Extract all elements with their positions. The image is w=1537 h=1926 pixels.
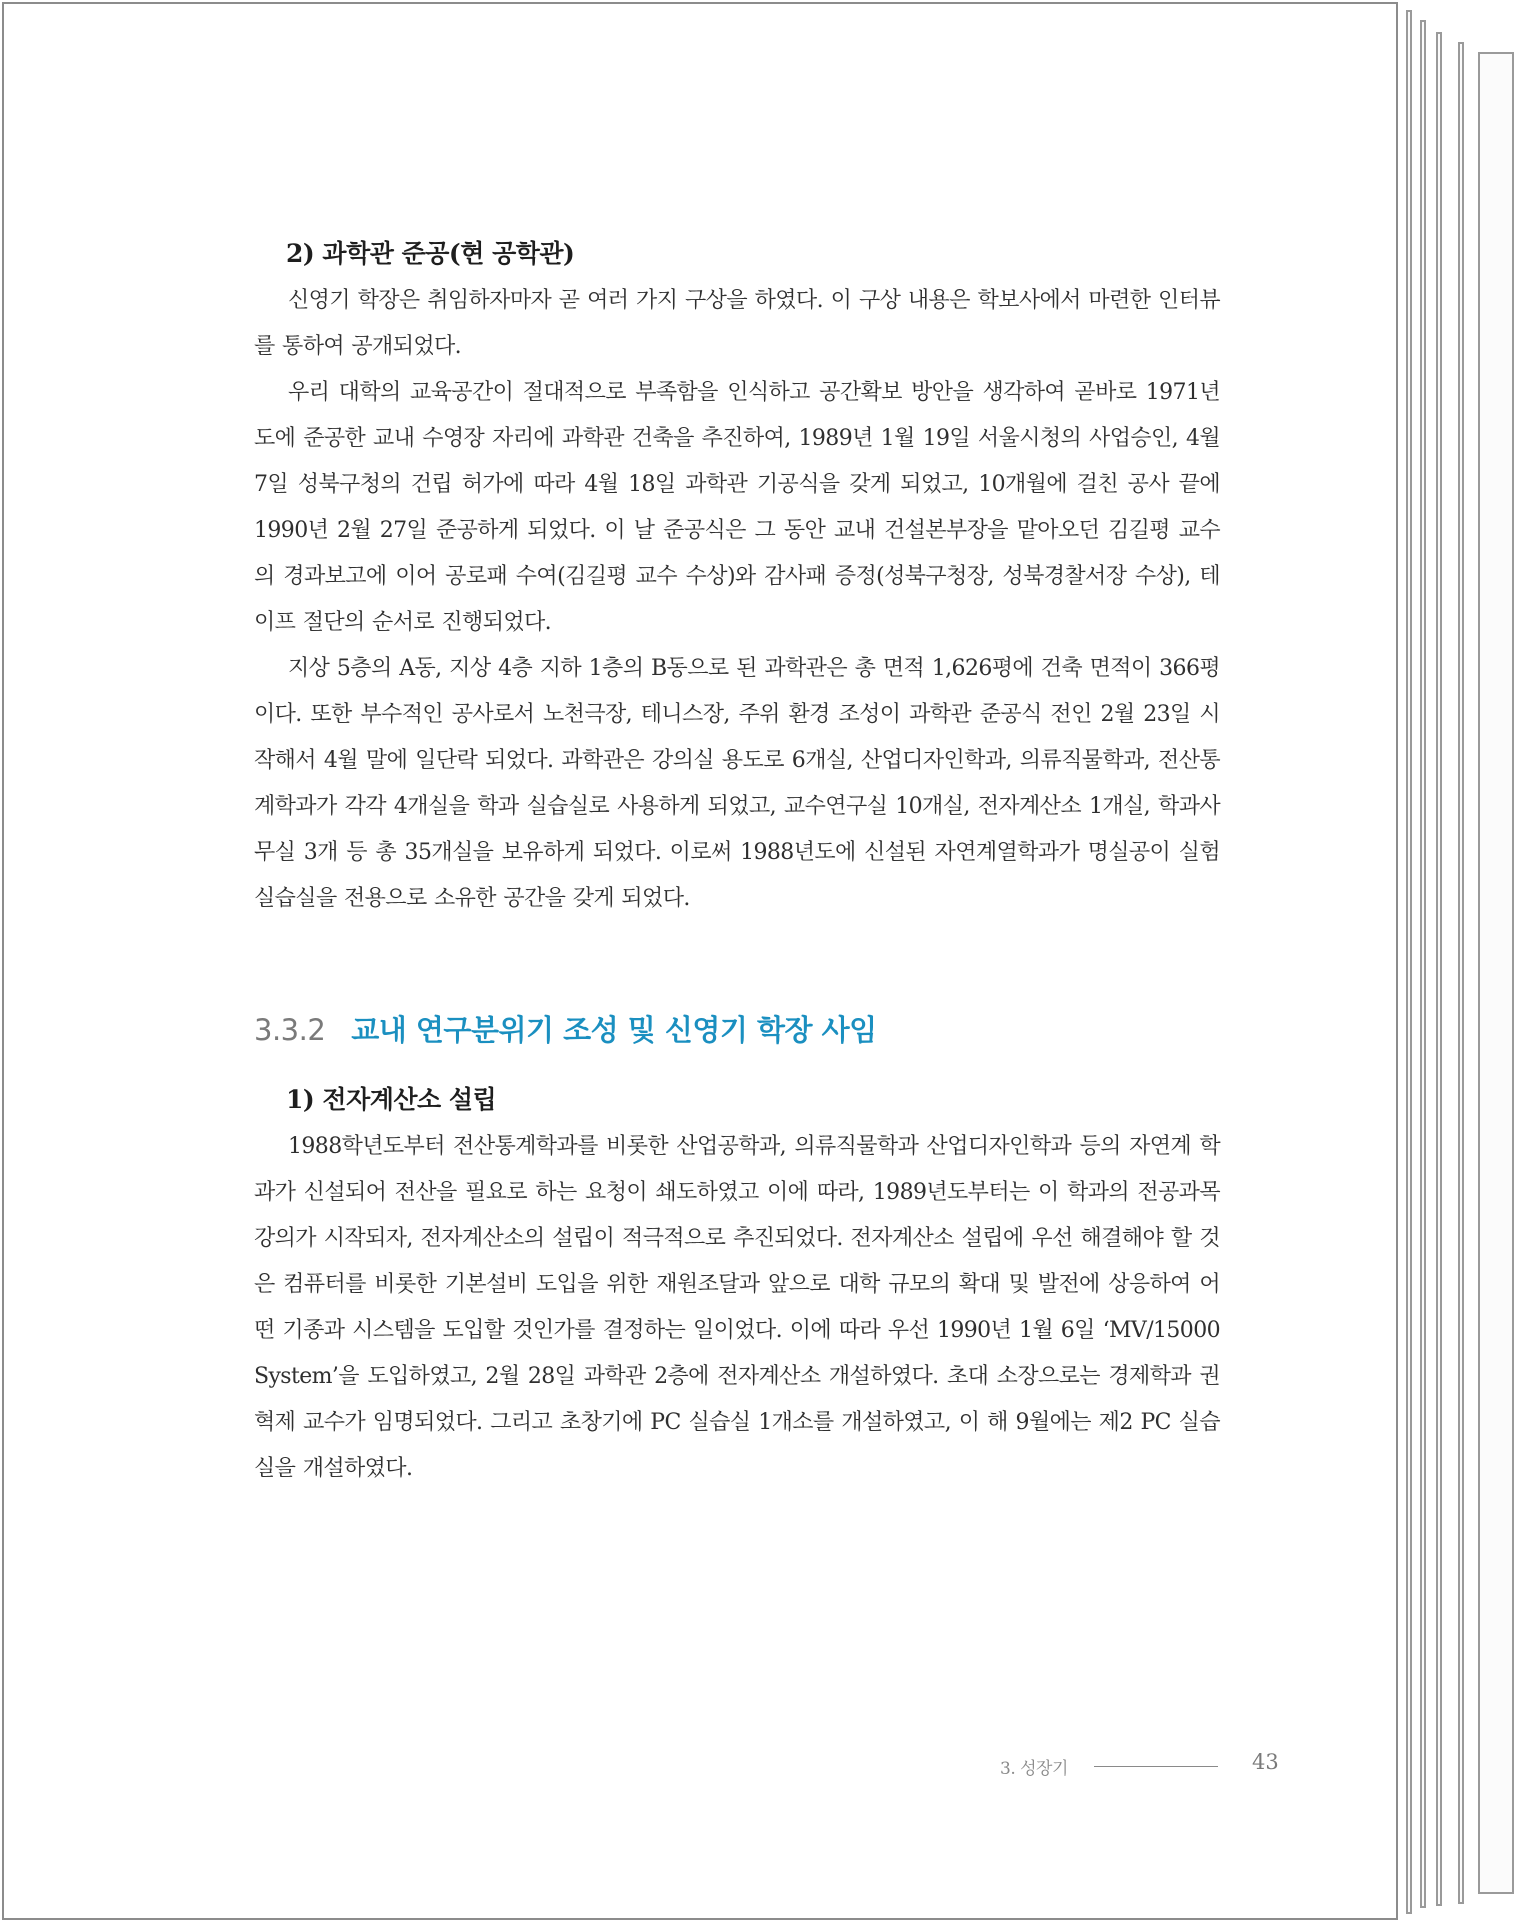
section-title: 교내 연구분위기 조성 및 신영기 학장 사임 [351, 1013, 877, 1047]
subsection-heading-science-hall: 2) 과학관 준공(현 공학관) [286, 239, 575, 268]
section-number: 3.3.2 [254, 1013, 326, 1047]
page-stack-edge [1478, 52, 1514, 1894]
body-paragraph: 우리 대학의 교육공간이 절대적으로 부족함을 인식하고 공간확보 방안을 생각하여 곧바로 1971년도에 준공한 교내 수영장 자리에 과학관 건축을 추진하여, 1989년 1월 19일 서울시청의 사업승인, 4월 7일 성북구청의 건립 허가에 따라 4월 18일 과학관 기공식을 갖게 되었고, 10개월에 걸친 공사 끝에 1990년 2월 27일 준공하게 되었다. 이 날 준공식은 그 동안 교내 건설본부장을 맡아오던 김길평 교수의 경과보고에 이어 공로패 수여(김길평 교수 수상)와 감사패 증정(성북구청장, 성북경찰서장 수상), 테이프 절단의 순서로 진행되었다. [254, 380, 1220, 635]
page-footer [1000, 1746, 1280, 1786]
footer-divider [1094, 1766, 1218, 1767]
page-number: 43 [1252, 1750, 1279, 1774]
body-paragraph: 지상 5층의 A동, 지상 4층 지하 1층의 B동으로 된 과학관은 총 면적 1,626평에 건축 면적이 366평이다. 또한 부수적인 공사로서 노천극장, 테니스장, 주위 환경 조성이 과학관 준공식 전인 2월 23일 시작해서 4월 말에 일단락 되었다. 과학관은 강의실 용도로 6개실, 산업디자인학과, 의류직물학과, 전산통계학과가 각각 4개실을 학과 실습실로 사용하게 되었고, 교수연구실 10개실, 전자계산소 1개실, 학과사무실 3개 등 총 35개실을 보유하게 되었다. 이로써 1988년도에 신설된 자연계열학과가 명실공이 실험실습실을 전용으로 소유한 공간을 갖게 되었다. [254, 656, 1220, 911]
page-stack-edge [1420, 20, 1426, 1908]
page-stack-edge [1436, 32, 1442, 1906]
page-stack-edge [1406, 10, 1412, 1914]
body-paragraph: 1988학년도부터 전산통계학과를 비롯한 산업공학과, 의류직물학과 산업디자인학과 등의 자연계 학과가 신설되어 전산을 필요로 하는 요청이 쇄도하였고 이에 따라, 1989년도부터는 이 학과의 전공과목 강의가 시작되자, 전자계산소의 설립이 적극적으로 추진되었다. 전자계산소 설립에 우선 해결해야 할 것은 컴퓨터를 비롯한 기본설비 도입을 위한 재원조달과 앞으로 대학 규모의 확대 및 발전에 상응하여 어떤 기종과 시스템을 도입할 것인가를 결정하는 일이었다. 이에 따라 우선 1990년 1월 6일 ‘MV/15000 System’을 도입하였고, 2월 28일 과학관 2층에 전자계산소 개설하였다. 초대 소장으로는 경제학과 권혁제 교수가 임명되었다. 그리고 초창기에 PC 실습실 1개소를 개설하였고, 이 해 9월에는 제2 PC 실습실을 개설하였다. [254, 1134, 1220, 1481]
page-content [254, 230, 1220, 1492]
section-heading [254, 1004, 1220, 1056]
body-paragraph: 신영기 학장은 취임하자마자 곧 여러 가지 구상을 하였다. 이 구상 내용은 학보사에서 마련한 인터뷰를 통하여 공개되었다. [254, 288, 1220, 359]
page-stack-edge [1458, 42, 1464, 1904]
subsection-heading-computer-center: 1) 전자계산소 설립 [286, 1085, 497, 1114]
footer-chapter-title: 3. 성장기 [1000, 1759, 1068, 1779]
